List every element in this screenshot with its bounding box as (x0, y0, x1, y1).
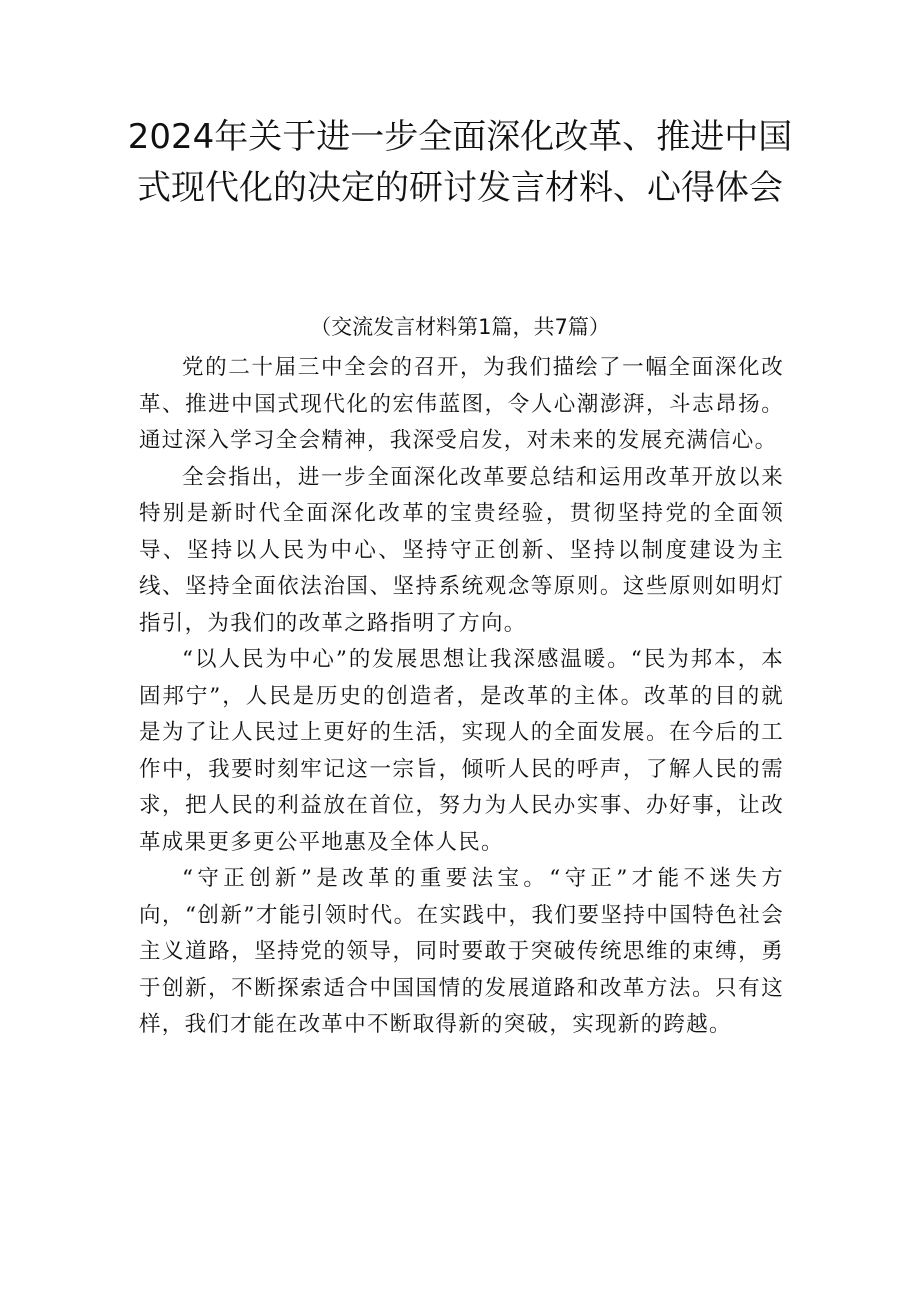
paragraph: “以人民为中心”的发展思想让我深感温暖。“民为邦本，本固邦宁”，人民是历史的创造者，是改革的主体。改革的目的就是为了让人民过上更好的生活，实现人的全面发展。在今后的工作中，我要时刻牢记这一宗旨，倾听人民的呼声，了解人民的需求，把人民的利益放在首位，努力为人民办实事、办好事，让改革成果更多更公平地惠及全体人民。 (139, 647, 784, 855)
paragraph: 全会指出，进一步全面深化改革要总结和运用改革开放以来特别是新时代全面深化改革的宝贵经验，贯彻坚持党的全面领导、坚持以人民为中心、坚持守正创新、坚持以制度建设为主线、坚持全面依法治国、坚持系统观念等原则。这些原则如明灯指引，为我们的改革之路指明了方向。 (139, 464, 784, 636)
paragraph: “守正创新”是改革的重要法宝。“守正”才能不迷失方向，“创新”才能引领时代。在实践中，我们要坚持中国特色社会主义道路，坚持党的领导，同时要敢于突破传统思维的束缚，勇于创新，不断探索适合中国国情的发展道路和改革方法。只有这样，我们才能在改革中不断取得新的突破，实现新的跨越。 (139, 866, 784, 1037)
document-title: 2024年关于进一步全面深化改革、推进中国式现代化的决定的研讨发言材料、心得体会 (127, 117, 793, 208)
document-body (139, 350, 784, 1044)
document-subtitle: （交流发言材料第1篇，共7篇） (310, 315, 610, 339)
paragraph: 党的二十届三中全会的召开，为我们描绘了一幅全面深化改革、推进中国式现代化的宏伟蓝图，令人心潮澎湃，斗志昂扬。通过深入学习全会精神，我深受启发，对未来的发展充满信心。 (139, 355, 784, 453)
